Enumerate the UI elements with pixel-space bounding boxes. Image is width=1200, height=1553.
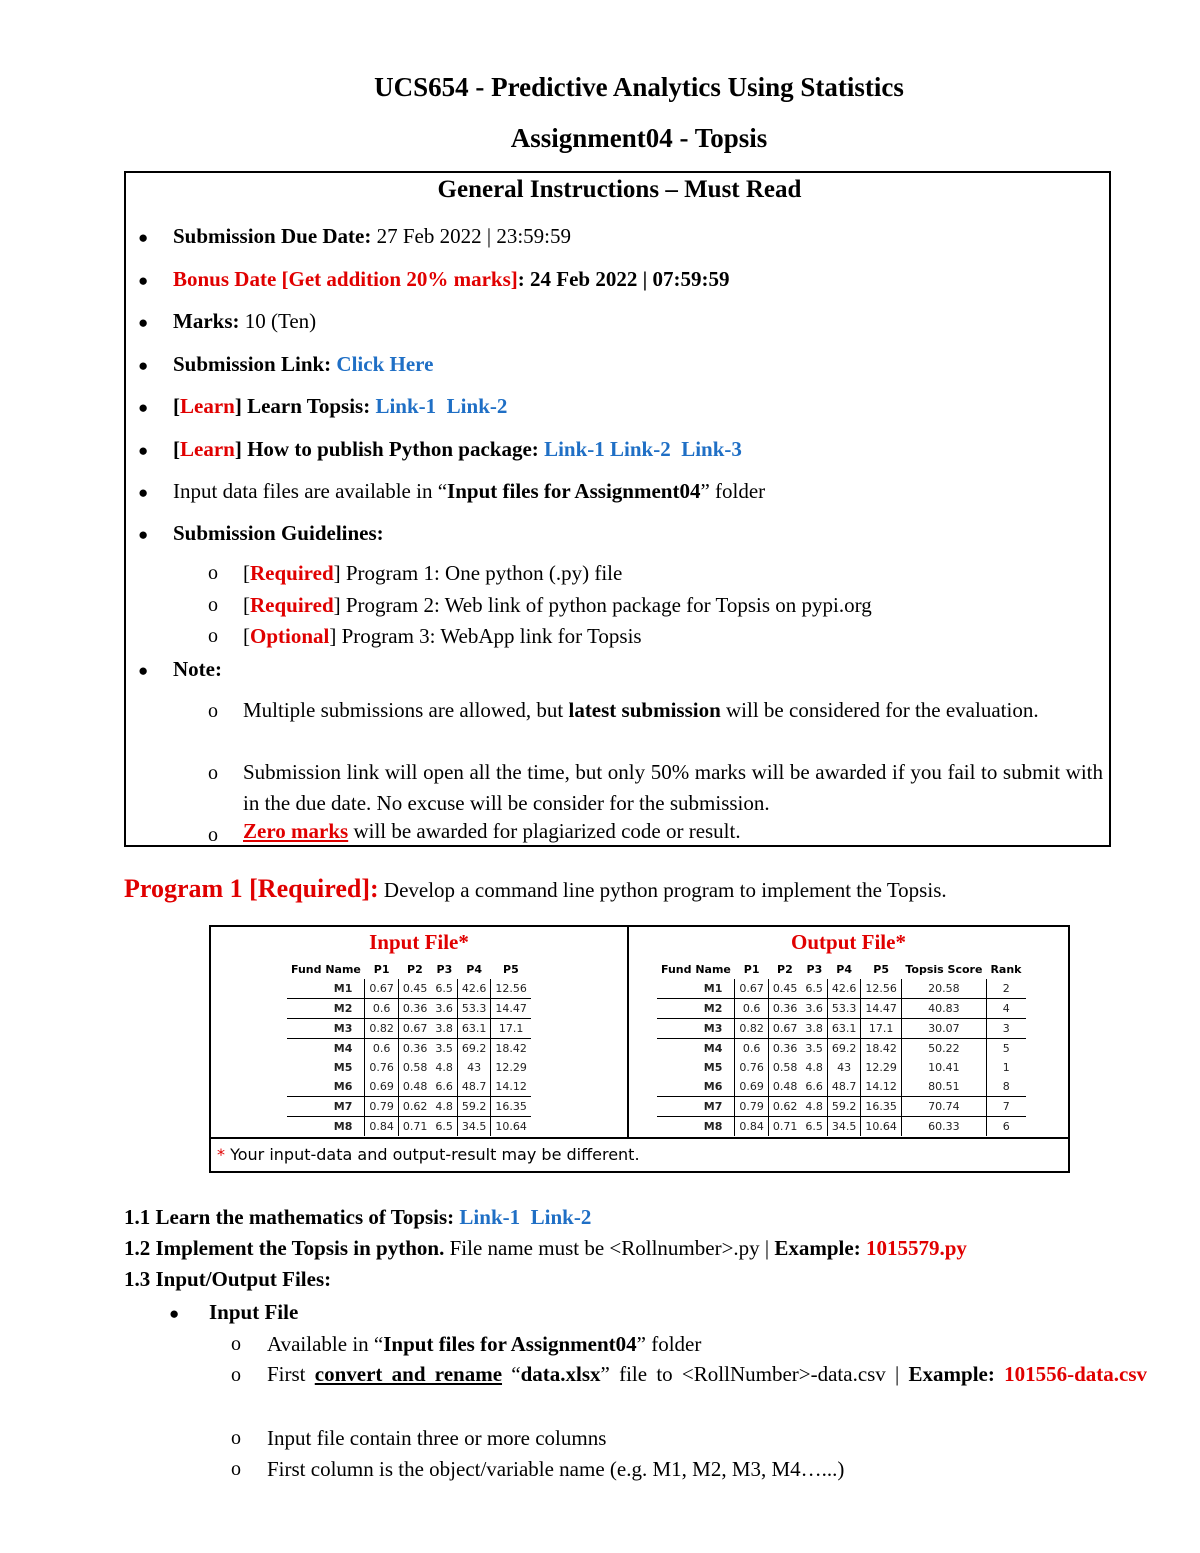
table-row xyxy=(287,1039,531,1059)
value-cell: 0.82 xyxy=(735,1019,769,1039)
math-link-1[interactable]: Link-1 xyxy=(459,1205,521,1229)
table-row xyxy=(287,1019,531,1039)
rank-cell: 2 xyxy=(986,979,1025,999)
table-row xyxy=(657,1077,1026,1097)
value-cell: 0.71 xyxy=(402,1120,428,1133)
bonus-date-line xyxy=(173,267,729,292)
value-cell: 0.71 xyxy=(772,1120,798,1133)
value-cell: 12.29 xyxy=(861,1058,902,1077)
publish-link-1[interactable]: Link-1 xyxy=(544,437,605,461)
circle-bullet-icon: o xyxy=(208,562,218,584)
column-header: P2 xyxy=(407,963,423,976)
circle-bullet-icon: o xyxy=(231,1364,241,1386)
value-cell: 6.5 xyxy=(801,979,827,999)
value-cell: 3.5 xyxy=(431,1039,457,1059)
value-cell: 0.82 xyxy=(365,1019,399,1039)
value-cell: 0.6 xyxy=(735,1039,769,1059)
value-cell: 3.6 xyxy=(431,999,457,1019)
program1-text: Develop a command line python program to implement the Topsis. xyxy=(378,878,947,902)
fund-name-cell: M3 xyxy=(287,1019,365,1039)
column-header: P1 xyxy=(373,963,390,976)
bullet-icon: ● xyxy=(138,525,149,544)
table-row xyxy=(657,1058,1026,1077)
fund-name-cell: M3 xyxy=(657,1019,735,1039)
rank-cell: 6 xyxy=(1002,1120,1010,1133)
value-cell: 0.45 xyxy=(768,979,801,999)
circle-bullet-icon: o xyxy=(208,762,218,784)
learn-topsis-line: [Learn] Learn Topsis: Link-1 Link-2 xyxy=(173,394,508,418)
fund-name-cell: M2 xyxy=(657,999,735,1019)
note-item: Submission link will open all the time, but only 50% marks will be awarded if you fail to submit with in the due date. No excuse will be consider for the submission. xyxy=(243,760,1103,815)
section-1-1: 1.1 Learn the mathematics of Topsis: Link-1 Link-2 xyxy=(124,1205,592,1229)
value-cell: 14.47 xyxy=(861,999,902,1019)
column-header: P5 xyxy=(503,963,519,976)
instructions-heading: General Instructions – Must Read xyxy=(437,176,802,203)
value-cell: 53.3 xyxy=(827,999,861,1019)
value-cell: 0.62 xyxy=(398,1097,431,1117)
submission-link-line xyxy=(173,352,433,377)
fund-name-cell: M7 xyxy=(657,1097,735,1117)
value-cell: 0.67 xyxy=(398,1019,431,1039)
circle-bullet-icon: o xyxy=(231,1333,241,1355)
fund-name-cell: M4 xyxy=(287,1039,365,1059)
publish-link-2[interactable]: Link-2 xyxy=(610,437,671,461)
fund-name-cell: M4 xyxy=(657,1039,735,1059)
section-1-2: 1.2 Implement the Topsis in python. File name must be <Rollnumber>.py | Example: 1015579.py xyxy=(124,1236,967,1260)
bullet-icon: ● xyxy=(138,441,149,460)
value-cell: 3.5 xyxy=(801,1039,827,1059)
topsis-score-cell: 80.51 xyxy=(901,1077,986,1097)
learn-publish-label: How to publish Python package: xyxy=(241,437,545,461)
value-cell: 14.12 xyxy=(861,1077,902,1097)
value-cell: 0.76 xyxy=(735,1058,769,1077)
note-item: Zero marks will be awarded for plagiarized code or result. xyxy=(243,819,741,843)
value-cell: 0.84 xyxy=(365,1117,399,1137)
input-files-text: Input data files are available in “ xyxy=(173,479,448,503)
fund-name-cell: M6 xyxy=(287,1077,365,1097)
value-cell: 0.6 xyxy=(735,999,769,1019)
learn-tag: Learn xyxy=(180,394,235,418)
divider xyxy=(211,1137,1068,1139)
section-1-3: 1.3 Input/Output Files: xyxy=(124,1267,332,1291)
value-cell: 4.8 xyxy=(431,1058,457,1077)
guideline-item: [Required] Program 1: One python (.py) file xyxy=(243,561,623,585)
value-cell: 53.3 xyxy=(457,999,491,1019)
input-files-line xyxy=(173,479,765,504)
circle-bullet-icon: o xyxy=(231,1427,241,1449)
due-date-line xyxy=(173,224,571,249)
rank-cell: 1 xyxy=(1002,1061,1010,1074)
table-row xyxy=(287,1058,531,1077)
input-files-text-end: ” folder xyxy=(700,479,766,503)
table-row xyxy=(657,1039,1026,1059)
value-cell: 14.47 xyxy=(491,999,531,1019)
bonus-date-label: Bonus Date [Get addition 20% marks] xyxy=(173,267,518,291)
table-row xyxy=(657,979,1026,999)
fund-name-cell: M2 xyxy=(287,999,365,1019)
value-cell: 18.42 xyxy=(495,1042,527,1055)
value-cell: 6.6 xyxy=(801,1077,827,1097)
value-cell: 10.64 xyxy=(861,1117,902,1137)
value-cell: 4.8 xyxy=(801,1097,827,1117)
topsis-score-cell: 20.58 xyxy=(901,979,986,999)
bullet-icon: ● xyxy=(138,398,149,417)
value-cell: 12.56 xyxy=(491,979,531,999)
table-row xyxy=(287,1077,531,1097)
value-cell: 6.5 xyxy=(431,1117,457,1137)
note-item: Multiple submissions are allowed, but latest submission will be considered for the evaluation. xyxy=(243,698,1039,722)
bullet-icon: ● xyxy=(138,483,149,502)
value-cell: 43 xyxy=(827,1058,861,1077)
value-cell: 34.5 xyxy=(827,1117,861,1137)
column-header: P1 xyxy=(743,963,760,976)
value-cell: 43 xyxy=(457,1058,491,1077)
note-label: Note: xyxy=(173,657,222,681)
value-cell: 69.2 xyxy=(457,1039,491,1059)
fund-name-cell: M1 xyxy=(657,979,735,999)
topsis-score-cell: 10.41 xyxy=(901,1058,986,1077)
value-cell: 0.69 xyxy=(735,1077,769,1097)
program1-line xyxy=(124,874,947,904)
input-file-item: First column is the object/variable name (e.g. M1, M2, M3, M4…...) xyxy=(267,1457,845,1481)
rank-cell: 4 xyxy=(986,999,1025,1019)
value-cell: 63.1 xyxy=(827,1019,861,1039)
table-row xyxy=(657,1019,1026,1039)
fund-name-cell: M8 xyxy=(287,1117,365,1137)
input-file-title: Input File* xyxy=(369,930,469,954)
submission-link-label: Submission Link: xyxy=(173,352,337,376)
instructions-box xyxy=(124,171,1111,847)
input-file-label: Input File xyxy=(209,1300,299,1324)
column-header: Fund Name xyxy=(661,963,731,976)
value-cell: 0.36 xyxy=(768,999,801,1019)
submission-link[interactable]: Click Here xyxy=(336,352,434,376)
table-footnote: * Your input-data and output-result may be different. xyxy=(217,1145,640,1164)
value-cell: 34.5 xyxy=(457,1117,491,1137)
column-header: Fund Name xyxy=(291,963,361,976)
value-cell: 59.2 xyxy=(827,1097,861,1117)
guideline-item: [Required] Program 2: Web link of python package for Topsis on pypi.org xyxy=(243,593,872,617)
value-cell: 12.56 xyxy=(861,979,902,999)
circle-bullet-icon: o xyxy=(231,1458,241,1480)
value-cell: 0.67 xyxy=(768,1019,801,1039)
value-cell: 0.67 xyxy=(735,979,769,999)
value-cell: 0.36 xyxy=(398,999,431,1019)
value-cell: 6.6 xyxy=(431,1077,457,1097)
value-cell: 3.8 xyxy=(801,1019,827,1039)
topsis-score-cell: 30.07 xyxy=(901,1019,986,1039)
example-files-box xyxy=(209,925,1070,1173)
value-cell: 0.62 xyxy=(768,1097,801,1117)
value-cell: 6.5 xyxy=(801,1117,827,1137)
circle-bullet-icon: o xyxy=(208,700,218,722)
value-cell: 0.58 xyxy=(402,1061,428,1074)
value-cell: 17.1 xyxy=(861,1019,902,1039)
value-cell: 0.6 xyxy=(365,1039,399,1059)
column-header: P3 xyxy=(436,963,453,976)
bullet-icon: ● xyxy=(169,1304,180,1323)
learn-topsis-link-1[interactable]: Link-1 xyxy=(375,394,437,418)
value-cell: 18.42 xyxy=(861,1039,902,1059)
bullet-icon: ● xyxy=(138,356,149,375)
input-files-folder: Input files for Assignment04 xyxy=(447,479,701,503)
value-cell: 17.1 xyxy=(491,1019,531,1039)
circle-bullet-icon: o xyxy=(208,824,218,846)
value-cell: 0.79 xyxy=(735,1097,769,1117)
value-cell: 59.2 xyxy=(457,1097,491,1117)
circle-bullet-icon: o xyxy=(208,594,218,616)
table-row xyxy=(657,999,1026,1019)
column-header: Topsis Score xyxy=(905,963,983,976)
bullet-icon: ● xyxy=(138,228,149,247)
value-cell: 69.2 xyxy=(827,1039,861,1059)
column-header: P5 xyxy=(873,963,889,976)
bullet-icon: ● xyxy=(138,313,149,332)
value-cell: 10.64 xyxy=(495,1120,527,1133)
value-cell: 3.8 xyxy=(431,1019,457,1039)
bonus-date-value: : 24 Feb 2022 | 07:59:59 xyxy=(517,267,730,291)
value-cell: 0.67 xyxy=(365,979,399,999)
math-link-2[interactable]: Link-2 xyxy=(530,1205,592,1229)
learn-publish-line: [Learn] How to publish Python package: Link-1 Link-2 Link-3 xyxy=(173,437,742,461)
learn-topsis-link-2[interactable]: Link-2 xyxy=(446,394,508,418)
column-header: P3 xyxy=(806,963,823,976)
input-file-item: Input file contain three or more columns xyxy=(267,1426,607,1450)
bullet-icon: ● xyxy=(138,661,149,680)
value-cell: 0.48 xyxy=(768,1077,801,1097)
value-cell: 14.12 xyxy=(491,1077,531,1097)
learn-tag: Learn xyxy=(180,437,235,461)
value-cell: 16.35 xyxy=(861,1097,902,1117)
topsis-score-cell: 70.74 xyxy=(901,1097,986,1117)
fund-name-cell: M1 xyxy=(287,979,365,999)
course-title: UCS654 - Predictive Analytics Using Statistics xyxy=(374,72,904,102)
column-header: Rank xyxy=(990,963,1022,976)
assignment-title: Assignment04 - Topsis xyxy=(510,123,768,153)
value-cell: 0.76 xyxy=(365,1058,399,1077)
rank-cell: 3 xyxy=(986,1019,1025,1039)
value-cell: 42.6 xyxy=(457,979,491,999)
value-cell: 0.36 xyxy=(402,1042,428,1055)
output-file-title: Output File* xyxy=(791,930,906,954)
value-cell: 3.6 xyxy=(801,999,827,1019)
input-file-item: Available in “Input files for Assignment04” folder xyxy=(267,1332,702,1356)
guideline-item: [Optional] Program 3: WebApp link for Topsis xyxy=(243,624,642,648)
fund-name-cell: M7 xyxy=(287,1097,365,1117)
value-cell: 48.7 xyxy=(457,1077,491,1097)
value-cell: 0.45 xyxy=(398,979,431,999)
table-row xyxy=(287,979,531,999)
column-header: P4 xyxy=(466,963,482,976)
column-header: P2 xyxy=(777,963,793,976)
value-cell: 0.36 xyxy=(772,1042,798,1055)
topsis-score-cell: 60.33 xyxy=(901,1117,986,1137)
topsis-score-cell: 50.22 xyxy=(901,1039,986,1059)
due-date-label: Submission Due Date: xyxy=(173,224,372,248)
value-cell: 42.6 xyxy=(827,979,861,999)
fund-name-cell: M5 xyxy=(287,1058,365,1077)
fund-name-cell: M8 xyxy=(657,1117,735,1137)
value-cell: 0.58 xyxy=(772,1061,798,1074)
value-cell: 12.29 xyxy=(495,1061,527,1074)
value-cell: 16.35 xyxy=(491,1097,531,1117)
value-cell: 0.48 xyxy=(398,1077,431,1097)
learn-topsis-label: Learn Topsis: xyxy=(241,394,376,418)
topsis-score-cell: 40.83 xyxy=(901,999,986,1019)
value-cell: 4.8 xyxy=(431,1097,457,1117)
input-data-table xyxy=(287,960,531,1136)
bullet-icon: ● xyxy=(138,271,149,290)
input-file-item: First convert and rename “data.xlsx” file to <RollNumber>-data.csv | Example: 101556-data.csv xyxy=(267,1362,1148,1386)
marks-line xyxy=(173,309,316,334)
output-data-table xyxy=(657,960,1026,1136)
fund-name-cell: M5 xyxy=(657,1058,735,1077)
program1-label: Program 1 [Required]: xyxy=(124,874,379,903)
circle-bullet-icon: o xyxy=(208,625,218,647)
value-cell: 63.1 xyxy=(457,1019,491,1039)
rank-cell: 5 xyxy=(1002,1042,1010,1055)
value-cell: 4.8 xyxy=(801,1058,827,1077)
guidelines-label: Submission Guidelines: xyxy=(173,521,384,545)
marks-label: Marks: xyxy=(173,309,240,333)
value-cell: 0.79 xyxy=(365,1097,399,1117)
value-cell: 48.7 xyxy=(827,1077,861,1097)
table-row xyxy=(657,1117,1026,1137)
table-row xyxy=(287,999,531,1019)
fund-name-cell: M6 xyxy=(657,1077,735,1097)
column-header: P4 xyxy=(836,963,852,976)
value-cell: 0.69 xyxy=(365,1077,399,1097)
due-date-value: 27 Feb 2022 | 23:59:59 xyxy=(371,224,571,248)
value-cell: 0.6 xyxy=(365,999,399,1019)
value-cell: 0.84 xyxy=(735,1117,769,1137)
value-cell: 6.5 xyxy=(431,979,457,999)
table-row xyxy=(657,1097,1026,1117)
publish-link-3[interactable]: Link-3 xyxy=(681,437,742,461)
table-row xyxy=(287,1097,531,1117)
rank-cell: 7 xyxy=(986,1097,1025,1117)
rank-cell: 8 xyxy=(986,1077,1025,1097)
table-row xyxy=(287,1117,531,1137)
marks-value: 10 (Ten) xyxy=(239,309,317,333)
divider xyxy=(627,927,629,1137)
